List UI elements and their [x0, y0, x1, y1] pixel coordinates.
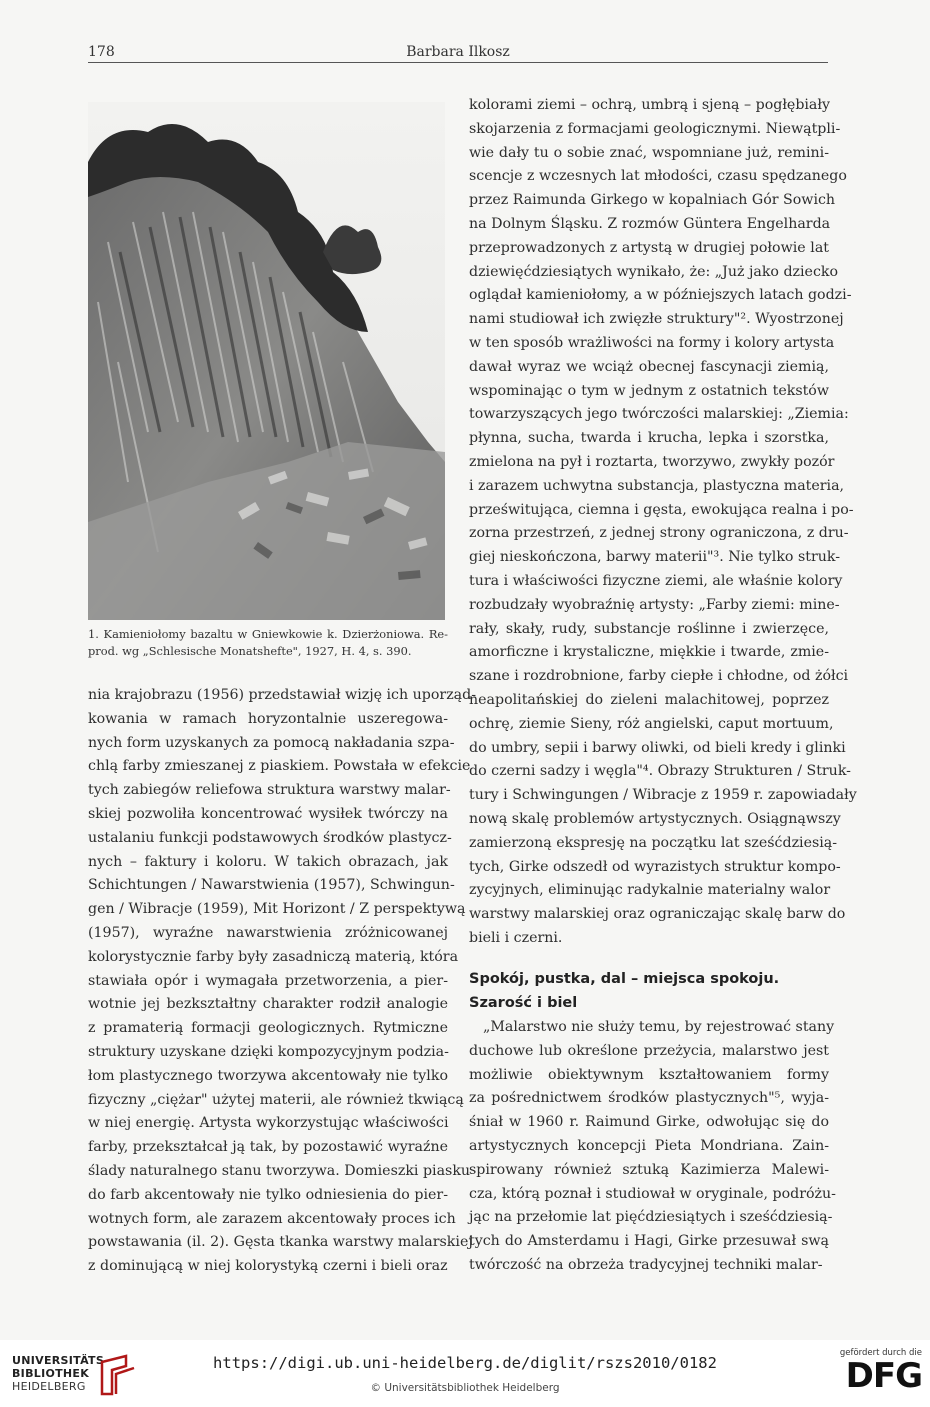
text-line: bieli i czerni. [469, 929, 563, 946]
text-line: neapolitańskiej do zieleni malachitowej, poprzez [469, 691, 829, 708]
text-line: zycyjnych, eliminując radykalnie materialny walor [469, 882, 831, 899]
text-line: warstwy malarskiej oraz ograniczając skalę barw do [469, 906, 846, 923]
text-line: chlą farby zmieszanej z piaskiem. Powstała w efekcie [88, 758, 471, 775]
text-line: za pośrednictwem środków plastycznych"⁵, wyja- [469, 1090, 829, 1107]
text-line: do farb akcentowały nie tylko odniesienia do pier- [88, 1186, 448, 1203]
quarry-photo [88, 102, 445, 620]
running-header [88, 44, 828, 64]
text-line: z dominującą w niej kolorystyką czerni i bieli oraz [88, 1258, 448, 1275]
dfg-wordmark: DFG [845, 1356, 922, 1396]
text-line: Schichtungen / Nawarstwienia (1957), Schwingun- [88, 877, 455, 894]
running-author: Barbara Ilkosz [406, 44, 510, 60]
text-line: powstawania (il. 2). Gęsta tkanka warstwy malarskiej [88, 1234, 473, 1251]
text-line: skojarzenia z formacjami geologicznymi. Niewątpli- [469, 120, 841, 137]
text-line: przeprowadzonych z artystą w drugiej połowie lat [469, 239, 829, 256]
text-line: ustalaniu funkcji podstawowych środków plastycz- [88, 829, 452, 846]
text-line: tura i właściwości fizyczne ziemi, ale właśnie kolory [469, 572, 843, 589]
text-line: jąc na przełomie lat pięćdziesiątych i sześćdziesią- [469, 1209, 833, 1226]
text-line: amorficzne i krystaliczne, miękkie i twarde, zmie- [469, 644, 829, 661]
text-line: cza, którą poznał i studiował w oryginale, podróżu- [469, 1185, 836, 1202]
text-line: artystycznych koncepcji Pieta Mondriana. Zain- [469, 1137, 829, 1154]
header-rule [88, 62, 828, 63]
caption-line: prod. wg „Schlesische Monatshefte", 1927, H. 4, s. 390. [88, 643, 412, 658]
section-heading [469, 968, 829, 1015]
text-line: wotnych form, ale zarazem akcentowały proces ich [88, 1210, 456, 1227]
text-line: szane i rozdrobnione, farby ciepłe i chłodne, od żółci [469, 668, 849, 685]
text-line: z pramaterią formacji geologicznych. Rytmiczne [88, 1020, 448, 1037]
right-column-text [469, 94, 857, 951]
library-name-line: BIBLIOTHEK [12, 1367, 90, 1380]
text-line: nową skalę problemów artystycznych. Osiągnąwszy [469, 810, 841, 827]
dfg-funding-note: gefördert durch die [839, 1348, 922, 1358]
text-line: nia krajobrazu (1956) przedstawiał wizję ich uporząd- [88, 687, 477, 703]
text-line: farby, przekształcał ją tak, by pozostawić wyraźne [88, 1139, 448, 1156]
text-line: ochrę, ziemie Sieny, róż angielski, caput mortuum, [469, 715, 834, 732]
text-line: stawiała opór i wymagała przetworzenia, a pier- [88, 972, 448, 989]
text-line: na Dolnym Śląsku. Z rozmów Güntera Engelharda [469, 215, 831, 232]
figure-caption [88, 626, 448, 659]
text-line: struktury uzyskane dzięki kompozycyjnym podzia- [88, 1043, 449, 1060]
text-line: gen / Wibracje (1959), Mit Horizont / Z perspektywą [88, 901, 466, 918]
text-line: dawał wyraz we wciąż obecnej fascynacji ziemią, [469, 358, 829, 375]
text-line: ślady naturalnego stanu tworzywa. Domieszki piasku [88, 1162, 471, 1179]
text-line: śniał w 1960 r. Raimund Girke, odwołując się do [469, 1114, 829, 1131]
text-line: przez Raimunda Girkego w kopalniach Gór Sowich [469, 192, 836, 209]
text-line: i zarazem uchwytna substancja, plastyczna materia, [469, 477, 845, 494]
text-line: do czerni sadzy i węgla"⁴. Obrazy Strukturen / Struk- [469, 763, 851, 780]
text-line: wotnie jej bezkształtny charakter rodził analogie [88, 996, 448, 1013]
text-line: oglądał kamieniołomy, a w późniejszych latach godzi- [469, 287, 852, 304]
quarry-photo-illustration [88, 102, 445, 620]
text-line: tury i Schwingungen / Wibracje z 1959 r. zapowiadały [469, 787, 857, 804]
text-line: twórczość na obrzeża tradycyjnej techniki malar- [469, 1256, 823, 1273]
text-line: prześwitująca, ciemna i gęsta, ewokująca realna i po- [469, 501, 854, 518]
text-line: towarzyszących jego twórczości malarskiej: „Ziemia: [469, 406, 849, 423]
text-line: nych form uzyskanych za pomocą nakładania szpa- [88, 734, 455, 751]
text-line: rozbudzały wyobraźnię artysty: „Farby ziemi: mine- [469, 596, 840, 613]
text-line: możliwie obiektywnym kształtowaniem formy [469, 1066, 829, 1083]
text-line: łom plastycznego tworzywa akcentowały nie tylko [88, 1067, 448, 1084]
dfg-logo [826, 1348, 922, 1400]
text-line: wie dały tu o sobie znać, wspomniane już, remini- [469, 144, 829, 161]
text-line: w niej energię. Artysta wykorzystując właściwości [88, 1115, 449, 1132]
text-line: w ten sposób wrażliwości na formy i kolory artysta [469, 334, 835, 351]
text-line: płynna, sucha, twarda i krucha, lepka i szorstka, [469, 430, 829, 447]
text-line: spirowany również sztuką Kazimierza Malewi- [469, 1161, 829, 1178]
text-line: nych – faktury i koloru. W takich obrazach, jak [88, 853, 448, 870]
section-heading-line: Szarość i biel [469, 994, 578, 1011]
text-line: zorna przestrzeń, z jednej strony ograniczona, z dru- [469, 525, 849, 542]
text-line: nami studiował ich zwięzłe struktury"². Wyostrzonej [469, 311, 844, 328]
text-line: dziewięćdziesiątych wynikało, że: „Już jako dziecko [469, 263, 839, 280]
page-number: 178 [88, 44, 115, 60]
left-column-text [88, 684, 477, 1279]
text-line: kolorami ziemi – ochrą, umbrą i sjeną – pogłębiały [469, 97, 831, 113]
text-line: wspominając o tym w jednym z ostatnich tekstów [469, 382, 829, 399]
text-line: zmielona na pył i roztarta, tworzywo, zwykły pozór [469, 453, 835, 470]
caption-line: 1. Kamieniołomy bazaltu w Gniewkowie k. Dzierżoniowa. Re- [88, 627, 448, 641]
text-line: tych do Amsterdamu i Hagi, Girke przesuwał swą [469, 1233, 829, 1250]
text-line: fizyczny „ciężar" użytej materii, ale również tkwiącą [88, 1091, 464, 1108]
source-url-link[interactable]: https://digi.ub.uni-heidelberg.de/diglit/rszs2010/0182 [213, 1354, 717, 1372]
text-line: skiej pozwoliła koncentrować wysiłek twórczy na [88, 805, 448, 822]
text-line: (1957), wyraźne nawarstwienia zróżnicowanej [88, 924, 448, 941]
text-line: kowania w ramach horyzontalnie uszeregowa- [88, 710, 448, 727]
text-line: zamierzoną ekspresję na początku lat sześćdziesią- [469, 834, 838, 851]
text-line: kolorystycznie farby były zasadniczą materią, która [88, 948, 459, 965]
section-body-text [469, 1016, 836, 1278]
text-line: scencje z wczesnych lat młodości, czasu spędzanego [469, 168, 847, 185]
text-line: do umbry, sepii i barwy oliwki, od bieli kredy i glinki [469, 739, 846, 756]
library-name-line: UNIVERSITÄTS- [12, 1354, 109, 1367]
section-heading-line: Spokój, pustka, dal – miejsca spokoju. [469, 971, 780, 987]
text-line: rały, skały, rudy, substancje roślinne i zwierzęce, [469, 620, 829, 637]
copyright-notice: © Universitätsbibliothek Heidelberg [370, 1382, 560, 1394]
text-line: „Malarstwo nie służy temu, by rejestrować stany [483, 1019, 835, 1035]
text-line: duchowe lub określone przeżycia, malarstwo jest [469, 1042, 829, 1059]
text-line: giej nieskończona, barwy materii"³. Nie tylko struk- [469, 549, 841, 566]
text-line: tych, Girke odszedł od wyrazistych struktur kompo- [469, 858, 841, 875]
library-name-line: HEIDELBERG [12, 1380, 86, 1393]
text-line: tych zabiegów reliefowa struktura warstwy malar- [88, 782, 451, 799]
